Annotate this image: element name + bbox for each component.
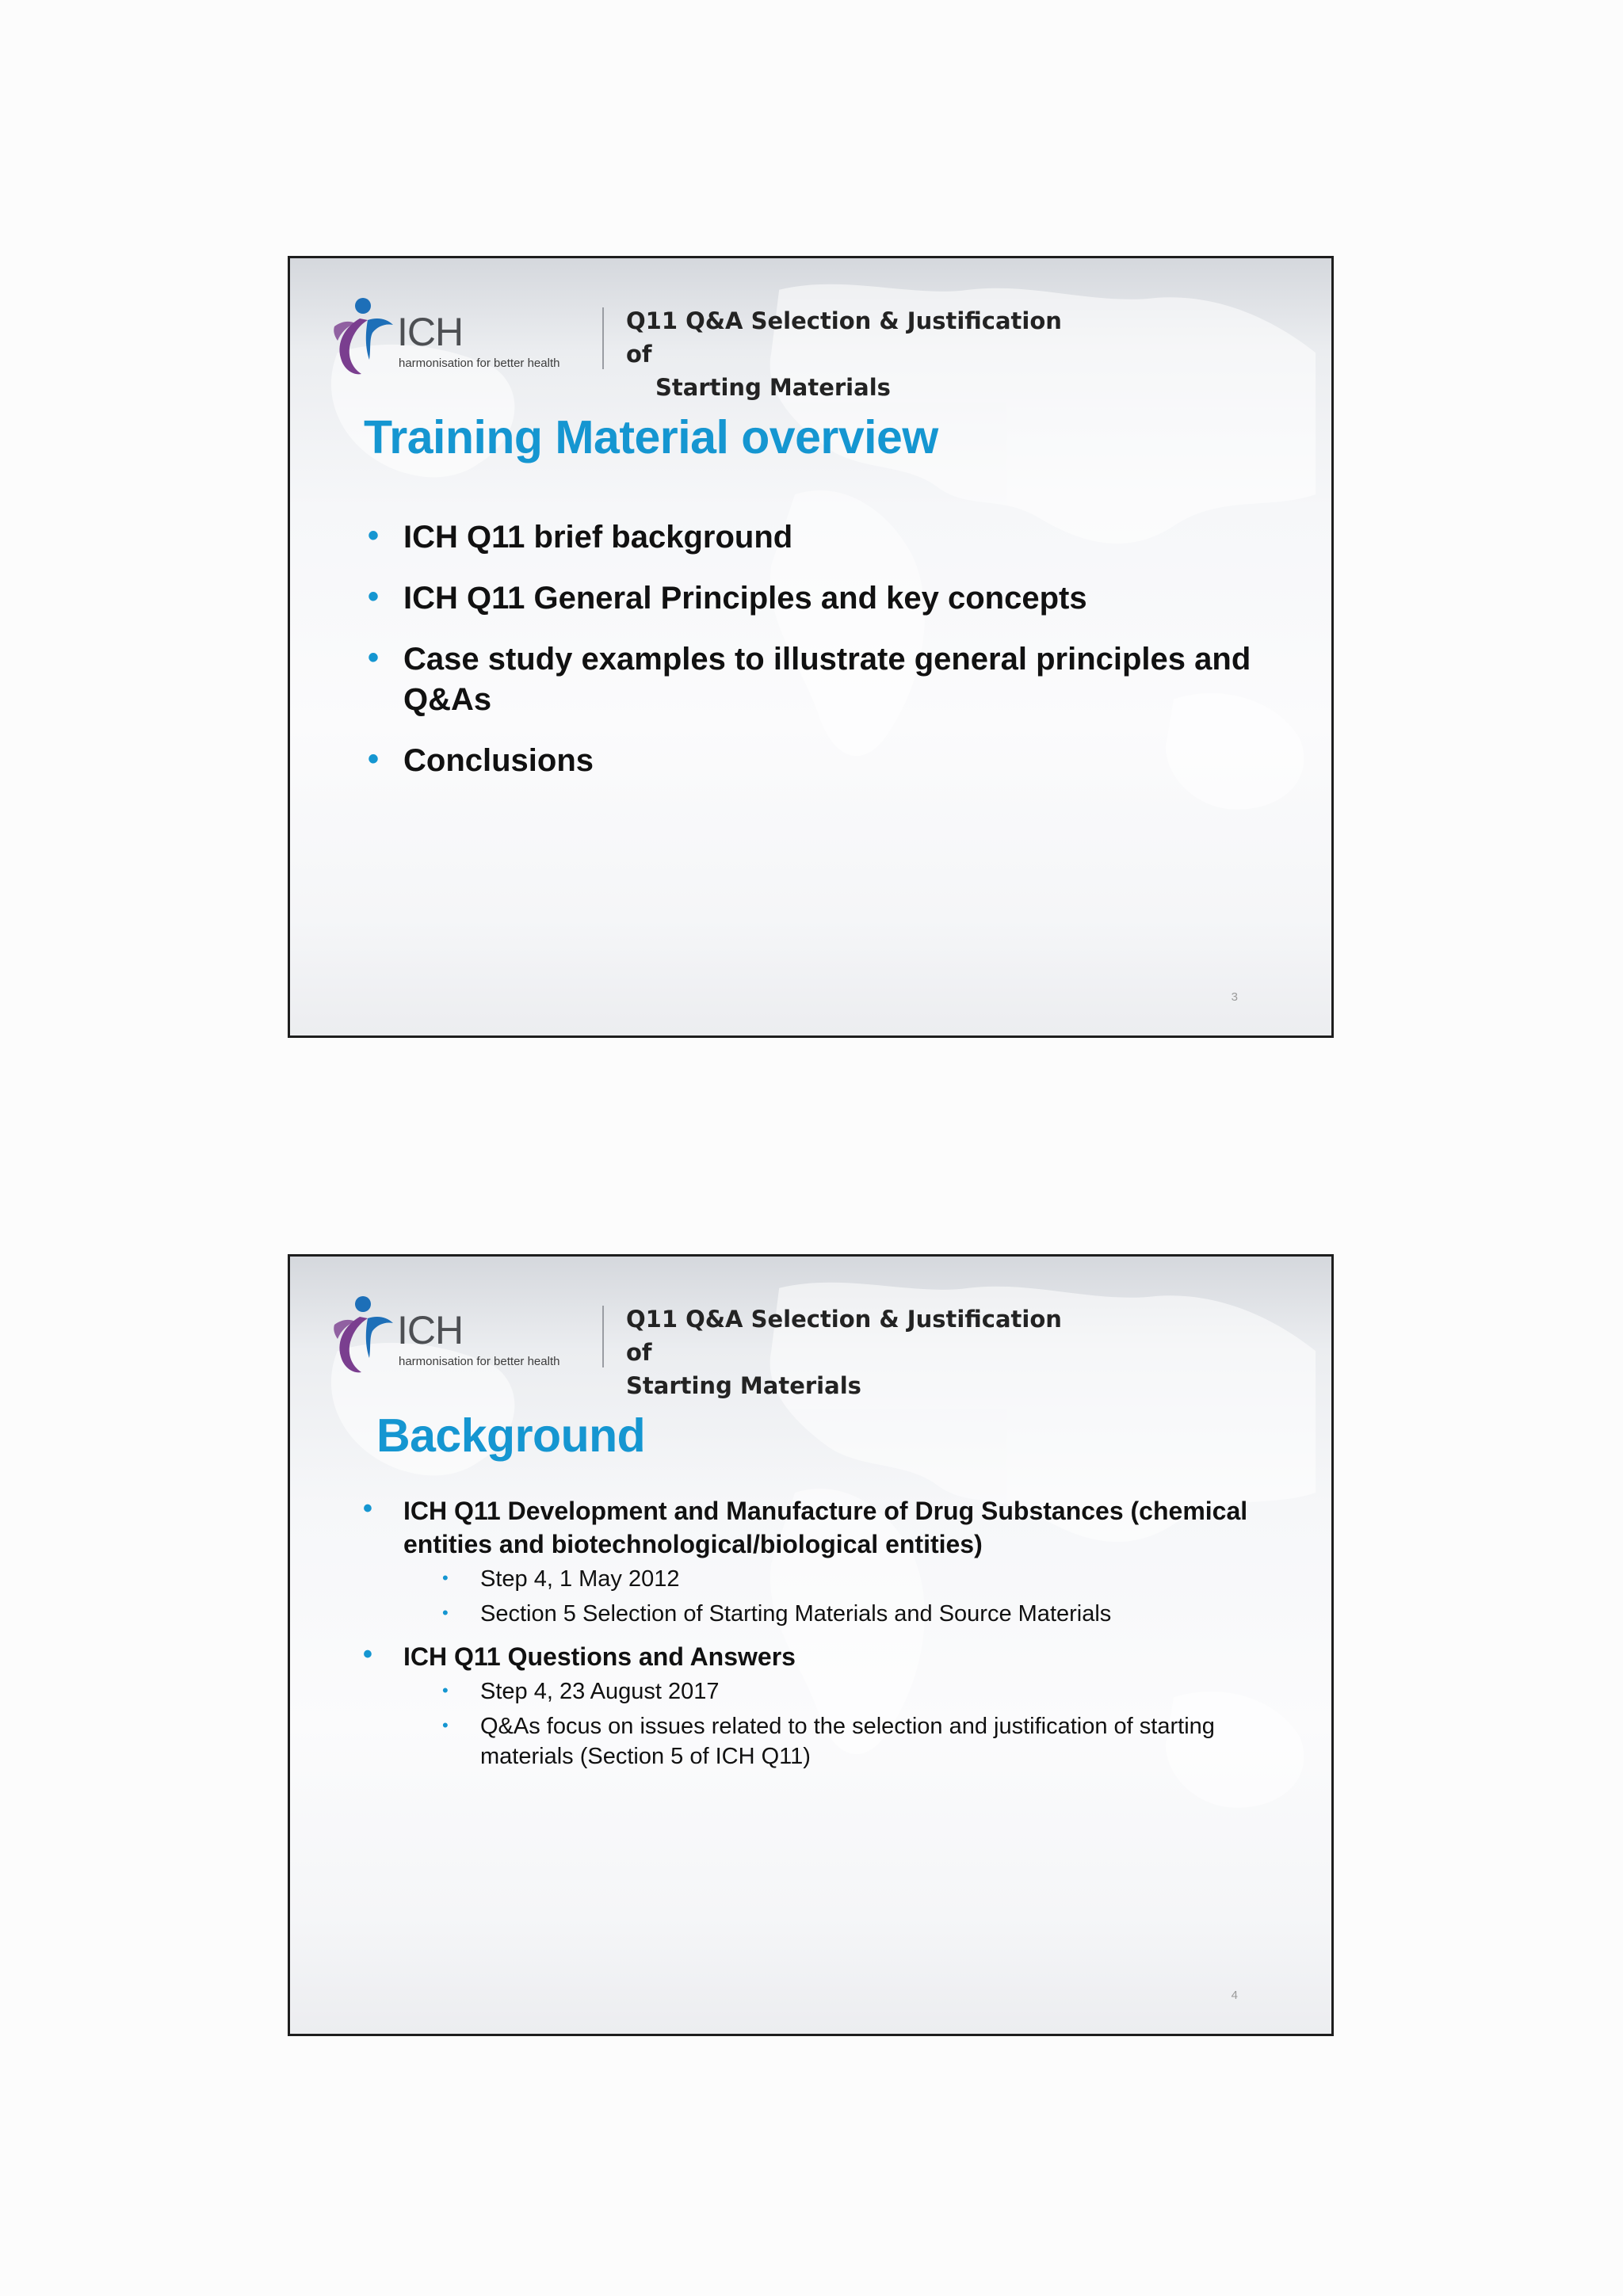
logo-text: ICH — [397, 1308, 464, 1352]
header-title-line1: Q11 Q&A Selection & Justification of — [626, 1306, 1062, 1366]
header-divider — [602, 307, 604, 369]
logo-tagline: harmonisation for better health — [399, 1355, 560, 1368]
bullet-list — [368, 517, 1279, 802]
header-title-line2: Starting Materials — [626, 1372, 861, 1399]
bullet-dot-icon: • — [368, 640, 380, 675]
sub-bullet-item — [403, 1564, 1274, 1594]
bullet-text: ICH Q11 General Principles and key concepts — [403, 581, 1087, 616]
sub-bullet-item — [403, 1599, 1274, 1629]
bullet-dot-icon: • — [368, 742, 380, 776]
header-title-line1: Q11 Q&A Selection & Justification of — [626, 307, 1062, 368]
bullet-dot-icon: • — [363, 1639, 372, 1669]
bullet-dot-icon: • — [368, 518, 380, 553]
bullet-item — [368, 578, 1279, 619]
sub-bullet-dot-icon: • — [442, 1568, 449, 1588]
header-title-line2: Starting Materials — [655, 374, 891, 401]
ich-logo-icon — [330, 1293, 401, 1376]
bullet-text: ICH Q11 Questions and Answers — [403, 1642, 796, 1671]
sub-bullet-dot-icon: • — [442, 1680, 449, 1700]
page-number: 4 — [1231, 1989, 1238, 2002]
bullet-item — [368, 741, 1279, 781]
ich-logo — [330, 295, 567, 378]
bullet-list — [363, 1494, 1274, 1783]
sub-bullet-list — [403, 1676, 1274, 1772]
slide-title: Training Material overview — [364, 411, 938, 463]
bullet-text: Case study examples to illustrate general principles and Q&As — [403, 642, 1251, 717]
header-title — [626, 304, 1070, 404]
sub-bullet-text: Step 4, 1 May 2012 — [480, 1566, 680, 1592]
ich-logo-icon — [330, 295, 401, 378]
logo-tagline: harmonisation for better health — [399, 357, 560, 370]
sub-bullet-list — [403, 1564, 1274, 1629]
sub-bullet-text: Q&As focus on issues related to the selection and justification of starting materials (Section 5 of ICH Q11) — [480, 1714, 1215, 1769]
slide-3 — [288, 256, 1334, 1038]
sub-bullet-dot-icon: • — [442, 1715, 449, 1735]
sub-bullet-item — [403, 1711, 1274, 1772]
sub-bullet-dot-icon: • — [442, 1603, 449, 1623]
sub-bullet-text: Section 5 Selection of Starting Materials and Source Materials — [480, 1601, 1112, 1627]
header-title — [626, 1302, 1070, 1402]
bullet-item — [368, 639, 1279, 720]
header-divider — [602, 1306, 604, 1367]
sub-bullet-item — [403, 1676, 1274, 1707]
bullet-dot-icon: • — [368, 579, 380, 614]
ich-logo — [330, 1293, 567, 1376]
bullet-text: ICH Q11 Development and Manufacture of Drug Substances (chemical entities and biotechnological/biological entities) — [403, 1497, 1248, 1558]
bullet-text: Conclusions — [403, 743, 594, 778]
slide-title: Background — [376, 1409, 646, 1462]
sub-bullet-text: Step 4, 23 August 2017 — [480, 1679, 720, 1704]
bullet-dot-icon: • — [363, 1493, 372, 1524]
logo-text: ICH — [397, 310, 464, 354]
bullet-text: ICH Q11 brief background — [403, 520, 793, 555]
page-number: 3 — [1231, 990, 1238, 1004]
bullet-item — [368, 517, 1279, 558]
bullet-item — [363, 1494, 1274, 1629]
slide-4 — [288, 1254, 1334, 2036]
bullet-item — [363, 1640, 1274, 1772]
